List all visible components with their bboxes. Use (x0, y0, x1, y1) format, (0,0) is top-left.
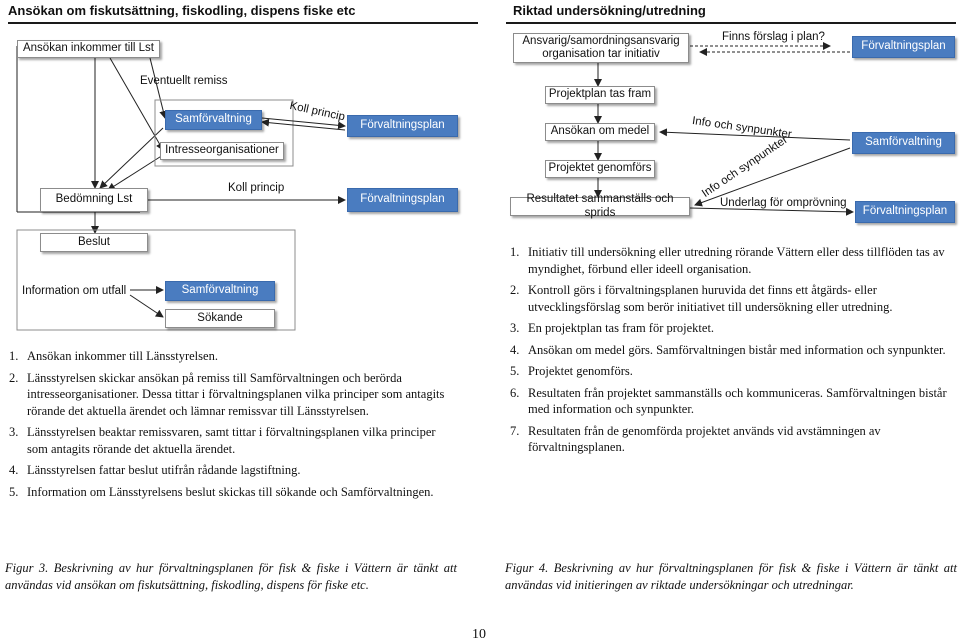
right-step-1: 1. Initiativ till undersökning eller utredning rörande Vättern eller dess tillflöden tas av myndighet, förbund eller ideell organisation. (510, 245, 945, 276)
left-step-list (9, 348, 449, 505)
box-ansokan-om-medel: Ansökan om medel (545, 123, 655, 141)
label-underlag: Underlag för omprövning (720, 197, 847, 209)
box-ansvarig-organisation: Ansvarig/samordningsansvarig organisation tar initiativ (513, 33, 689, 63)
label-koll-princip-2: Koll princip (228, 182, 285, 194)
right-step-2: 2. Kontroll görs i förvaltningsplanen huruvida det finns ett åtgärds- eller utvecklingsförslag som berör initiativet till undersökning eller utredning. (510, 283, 893, 314)
box-projektet-genomfors: Projektet genomförs (545, 160, 655, 178)
label-eventuellt-remiss: Eventuellt remiss (140, 75, 228, 87)
left-step-1: 1. Ansökan inkommer till Länsstyrelsen. (9, 349, 218, 363)
box-sokande: Sökande (165, 309, 275, 328)
box-samforvaltning: Samförvaltning (165, 110, 262, 130)
page-number: 10 (472, 627, 486, 642)
label-koll-princip-1: Koll princip (288, 100, 347, 124)
left-step-5: 5. Information om Länsstyrelsens beslut skickas till sökande och Samförvaltningen. (9, 484, 434, 499)
box-ansokan-inkommer: Ansökan inkommer till Lst (17, 40, 160, 58)
box-forvaltningsplan-1: Förvaltningsplan (347, 115, 458, 137)
box-samforvaltning-2: Samförvaltning (165, 281, 275, 301)
box-samforvaltning-r: Samförvaltning (852, 132, 955, 154)
box-bedomning-lst: Bedömning Lst (40, 188, 148, 212)
box-forvaltningsplan-r2: Förvaltningsplan (855, 201, 955, 223)
label-information-om-utfall: Information om utfall (22, 285, 127, 297)
right-step-6: 6. Resultaten från projektet sammanställs och kommuniceras. Samförvaltningen bistår med information och synpunkter. (510, 385, 947, 416)
left-step-2: 2. Länsstyrelsen skickar ansökan på remiss till Samförvaltningen och berörda intresseorganisationer. Dessa tittar i förvaltningsplanen vilka principer som antagits rörande det aktuella ärendet och lämnar remissvar till Länsstyrelsen. (9, 370, 445, 418)
left-step-4: 4. Länsstyrelsen fattar beslut utifrån rådande lagstiftning. (9, 463, 301, 477)
figure-caption-left: Figur 3. Beskrivning av hur förvaltningsplanen för fisk & fiske i Vättern är tänkt att användas vid ansökan om fiskutsättning, fiskodling, dispens för fiske etc. (5, 561, 457, 592)
box-projektplan: Projektplan tas fram (545, 86, 655, 104)
label-finns-forslag: Finns förslag i plan? (722, 31, 825, 43)
left-title-underline (8, 22, 478, 24)
right-diagram-title: Riktad undersökning/utredning (513, 3, 706, 18)
label-info-synpunkter-1: Info och synpunkter (691, 115, 793, 141)
box-intresseorganisationer: Intresseorganisationer (160, 142, 284, 160)
right-step-4: 4. Ansökan om medel görs. Samförvaltningen bistår med information och synpunkter. (510, 342, 946, 357)
left-step-3: 3. Länsstyrelsen beaktar remissvaren, samt tittar i förvaltningsplanen vilka principer som antagits rörande det aktuella ärendet. (9, 425, 436, 456)
label-info-synpunkter-2: Info och synpunkter (700, 133, 790, 200)
box-beslut: Beslut (40, 233, 148, 252)
right-step-7: 7. Resultaten från de genomförda projektet används vid avstämningen av förvaltningsplanen. (510, 423, 881, 454)
box-resultatet: Resultatet sammanställs och sprids (510, 197, 690, 216)
left-diagram-title: Ansökan om fiskutsättning, fiskodling, dispens fiske etc (8, 3, 356, 18)
right-step-5: 5. Projektet genomförs. (510, 364, 633, 378)
figure-caption-right: Figur 4. Beskrivning av hur förvaltningsplanen för fisk & fiske i Vättern är tänkt att användas vid initieringen av riktade undersökningar och utredningar. (505, 561, 957, 592)
right-step-3: 3. En projektplan tas fram för projektet. (510, 321, 715, 335)
right-title-underline (506, 22, 956, 24)
box-forvaltningsplan-r1: Förvaltningsplan (852, 36, 955, 58)
box-forvaltningsplan-2: Förvaltningsplan (347, 188, 458, 212)
right-step-list (510, 244, 950, 461)
